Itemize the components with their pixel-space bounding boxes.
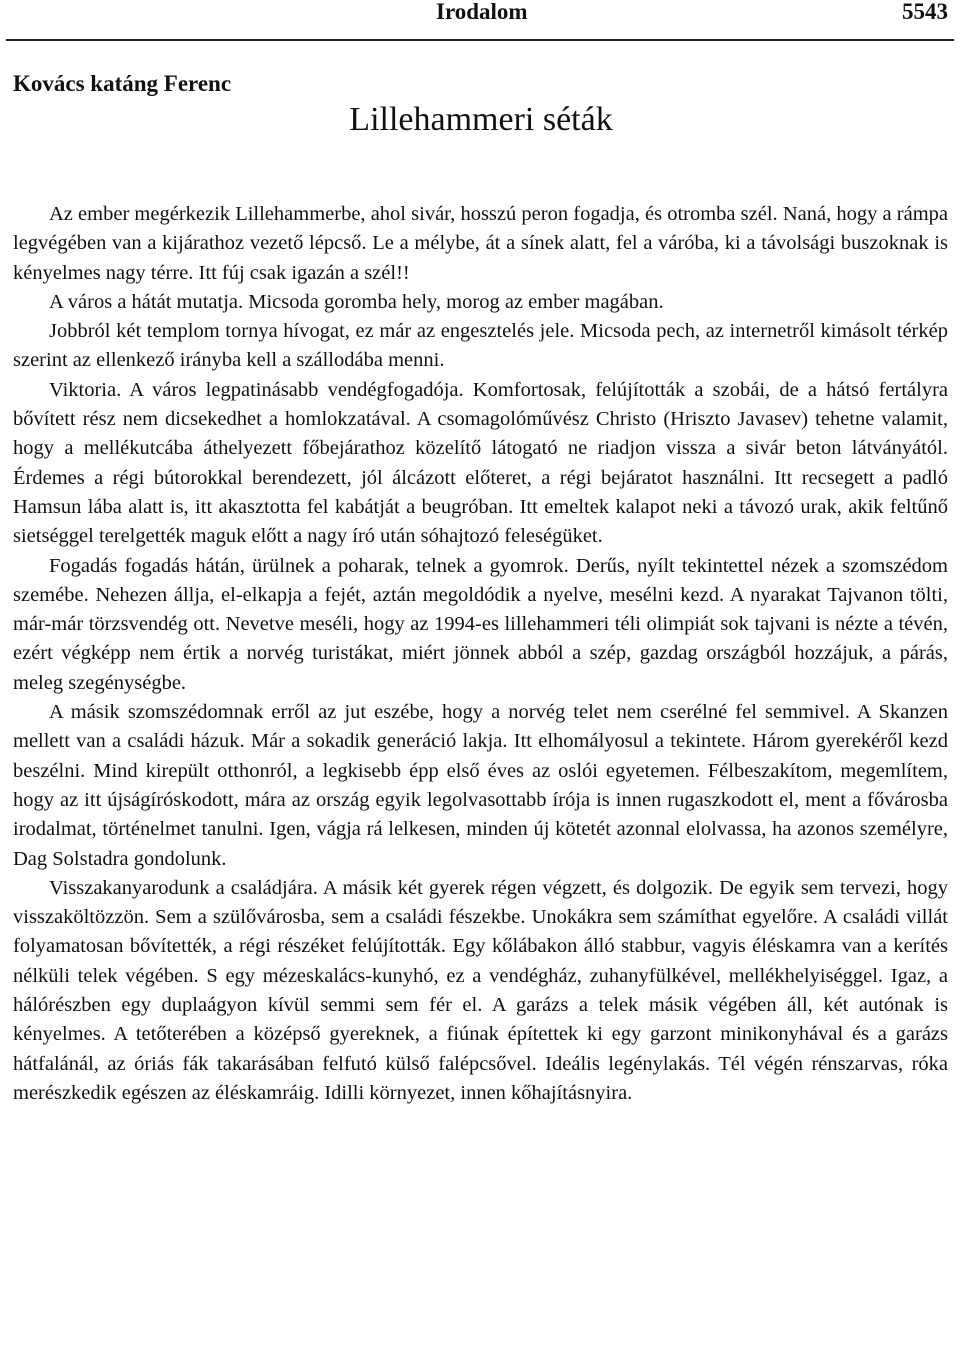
paragraph: Jobbról két templom tornya hívogat, ez már az engesztelés jele. Micsoda pech, az internetről kimásolt térkép szerint az ellenkező irányba kell a szállodába menni.: [13, 320, 948, 372]
article-body: [13, 200, 948, 1108]
paragraph: A város a hátát mutatja. Micsoda goromba hely, morog az ember magában.: [49, 290, 664, 313]
paragraph: Visszakanyarodunk a családjára. A másik két gyerek régen végzett, és dolgozik. De egyik sem tervezi, hogy visszaköltözzön. Sem a szülővárosba, sem a családi fészekbe. Unokákra sem számíthat egyelőre. A családi villát folyamatosan bővítették, a régi részéket felújították. Egy kőlábakon álló stabbur, vagyis éléskamra van a kerítés nélküli telek végében. S egy mézeskalács-kunyhó, ez a vendégház, zuhanyfülkével, mellékhelyiséggel. Igaz, a hálórészben egy duplaágyon kívül semmi sem fér el. A garázs a telek másik végében áll, két autónak is kényelmes. A tetőterében a középső gyereknek, a fiúnak építettek ki egy garzont minikonyhával és a garázs hátfalánál, az óriás fák takarásában felfutó külső falépcsővel. Ideális legénylakás. Tél végén rénszarvas, róka merészkedik egészen az éléskamráig. Idilli környezet, innen kőhajításnyira.: [13, 876, 948, 1104]
header-rule: [6, 39, 954, 41]
article-author: Kovács katáng Ferenc: [13, 71, 232, 96]
running-header: [0, 0, 960, 32]
section-name: Irodalom: [436, 0, 528, 24]
paragraph: Az ember megérkezik Lillehammerbe, ahol sivár, hosszú peron fogadja, és otromba szél. Naná, hogy a rámpa legvégében van a kijárathoz vezető lépcső. Le a mélybe, át a sínek alatt, fel a váróba, ki a távolsági buszoknak is kényelmes nagy térre. Itt fúj csak igazán a szél!!: [13, 203, 948, 284]
page-number: 5543: [902, 0, 948, 24]
paragraph: A másik szomszédomnak erről az jut eszébe, hogy a norvég telet nem cserélné fel semmivel. A Skanzen mellett van a családi házuk. Már a sokadik generáció lakja. Itt elhomályosul a tekintete. Három gyerekéről kezd beszélni. Mind kirepült otthonról, a legkisebb épp első éves az oslói egyetemen. Félbeszakítom, megemlítem, hogy az itt újságíróskodott, mára az ország egyik legolvasottabb írója is innen rugaszkodott el, ment a fővárosba irodalmat, történelmet tanulni. Igen, vágja rá lelkesen, minden új kötetét azonnal elolvassa, ha azonos személyre, Dag Solstadra gondolunk.: [13, 701, 948, 870]
paragraph: Fogadás fogadás hátán, ürülnek a poharak, telnek a gyomrok. Derűs, nyílt tekintettel nézek a szomszédom szemébe. Nehezen állja, el-elkapja a fejét, aztán megoldódik a nyelve, mesélni kezd. A nyarakat Tajvanon tölti, már-már törzsvendég ott. Nevetve meséli, hogy az 1994-es lillehammeri téli olimpiát sok tajvani is nézte a tévén, ezért végképp nem értik a norvég turistákat, miért jönnek abból a szép, gazdag országból hozzájuk, a párás, meleg szegénységbe.: [13, 554, 948, 694]
article-title: Lillehammeri séták: [349, 101, 613, 138]
paragraph: Viktoria. A város legpatinásabb vendégfogadója. Komfortosak, felújították a szobái, de a hátsó fertályra bővített rész nem dicsekedhet a homlokzatával. A csomagolóművész Christo (Hriszto Javasev) tehetne valamit, hogy a mellékutcába áthelyezett főbejárathoz közelítő látogató ne riadjon vissza a sivár beton látványától. Érdemes a régi bútorokkal berendezett, jól álcázott előteret, a régi bejáratot használni. Itt recsegett a padló Hamsun lába alatt is, itt akasztotta fel kabátját a beugróban. Itt emeltek kalapot neki a távozó urak, akik feltűnő sietséggel terelgették maguk előtt a nagy író után sóhajtozó feleségüket.: [13, 378, 948, 548]
